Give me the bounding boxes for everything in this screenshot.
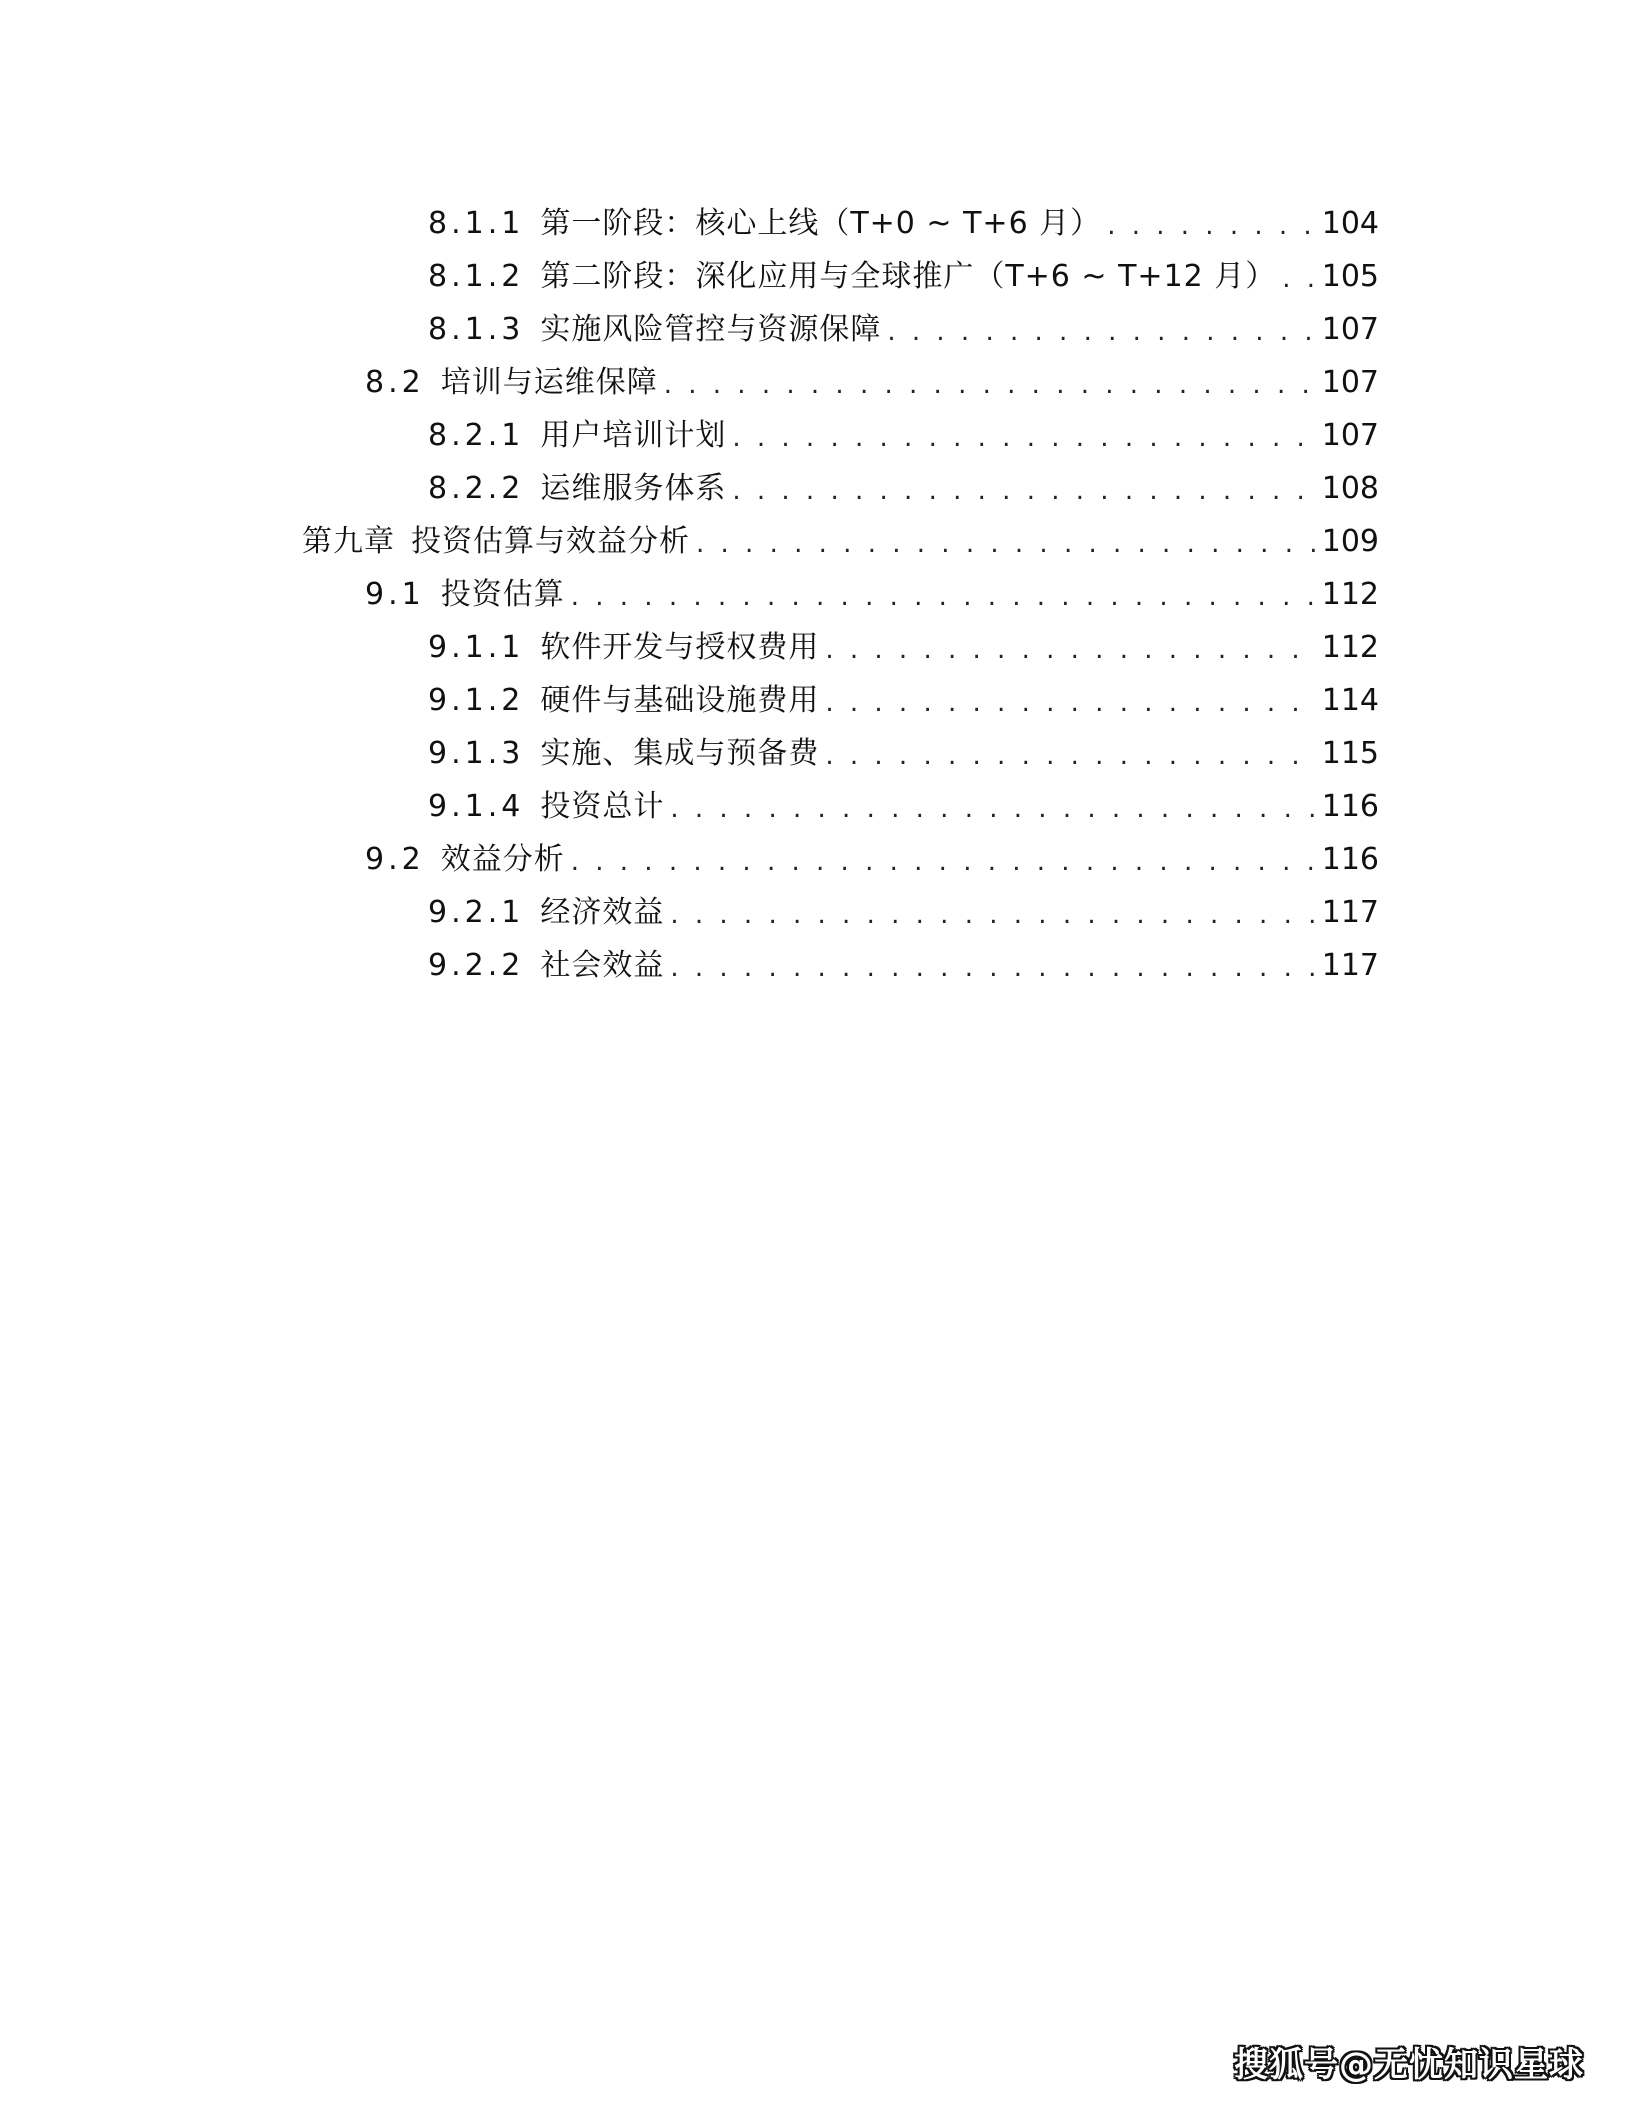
toc-entry-title: 用户培训计划 bbox=[540, 417, 727, 453]
toc-entry-number: 9.1 bbox=[365, 576, 425, 612]
toc-entry-title: 运维服务体系 bbox=[540, 470, 727, 506]
watermark: 搜狐号@无忧知识星球 bbox=[1234, 2045, 1584, 2085]
toc-entry-title: 社会效益 bbox=[540, 947, 665, 983]
toc-entry-page: 117 bbox=[1321, 947, 1379, 983]
toc-entry[interactable] bbox=[365, 833, 1379, 886]
toc-entry[interactable] bbox=[428, 780, 1379, 833]
dot-leader bbox=[571, 582, 1316, 612]
toc-entry-title: 实施、集成与预备费 bbox=[540, 735, 820, 771]
toc-entry-number: 8.2 bbox=[365, 364, 425, 400]
toc-entry-number: 9.1.4 bbox=[428, 788, 525, 824]
toc-entry-page: 107 bbox=[1321, 364, 1379, 400]
toc-entry-number: 9.1.1 bbox=[428, 629, 525, 665]
dot-leader bbox=[732, 423, 1315, 453]
toc-entry-title: 投资估算与效益分析 bbox=[411, 523, 690, 559]
toc-entry-page: 115 bbox=[1321, 735, 1379, 771]
dot-leader bbox=[670, 953, 1315, 983]
toc-entry-title: 经济效益 bbox=[540, 894, 665, 930]
toc-entry-number: 8.1.1 bbox=[428, 205, 525, 241]
toc-entry-title: 硬件与基础设施费用 bbox=[540, 682, 820, 718]
toc-entry-title: 软件开发与授权费用 bbox=[540, 629, 820, 665]
dot-leader bbox=[696, 529, 1316, 559]
toc-entry-page: 105 bbox=[1321, 258, 1379, 294]
toc-entry-page: 112 bbox=[1321, 576, 1379, 612]
toc-entry[interactable] bbox=[428, 250, 1379, 303]
toc-entry[interactable] bbox=[428, 674, 1379, 727]
toc-entry-number: 9.2.1 bbox=[428, 894, 525, 930]
toc-entry-title: 第二阶段：深化应用与全球推广（T+6 ~ T+12 月） bbox=[540, 258, 1277, 294]
toc-entry-page: 116 bbox=[1321, 788, 1379, 824]
toc-entry-page: 107 bbox=[1321, 311, 1379, 347]
dot-leader bbox=[825, 688, 1315, 718]
dot-leader bbox=[732, 476, 1315, 506]
toc-entry-page: 107 bbox=[1321, 417, 1379, 453]
toc-entry[interactable] bbox=[428, 303, 1379, 356]
toc-entry-number: 9.2 bbox=[365, 841, 425, 877]
dot-leader bbox=[670, 900, 1315, 930]
toc-entry[interactable] bbox=[302, 515, 1379, 568]
toc-entry-number: 9.2.2 bbox=[428, 947, 525, 983]
toc-entry-number: 9.1.2 bbox=[428, 682, 525, 718]
toc-entry-page: 104 bbox=[1321, 205, 1379, 241]
toc-entry-number: 9.1.3 bbox=[428, 735, 525, 771]
dot-leader bbox=[670, 794, 1315, 824]
toc-entry-title: 实施风险管控与资源保障 bbox=[540, 311, 882, 347]
toc-entry-title: 第一阶段：核心上线（T+0 ~ T+6 月） bbox=[540, 205, 1102, 241]
toc-entry[interactable] bbox=[365, 356, 1379, 409]
toc-entry-number: 8.2.2 bbox=[428, 470, 525, 506]
toc-entry-number: 8.1.3 bbox=[428, 311, 525, 347]
toc-entry-page: 116 bbox=[1321, 841, 1379, 877]
toc-entry-number: 第九章 bbox=[302, 523, 395, 559]
toc-entry[interactable] bbox=[428, 197, 1379, 250]
toc-entry-page: 109 bbox=[1321, 523, 1379, 559]
toc-entry-title: 投资估算 bbox=[440, 576, 565, 612]
toc-entry[interactable] bbox=[428, 886, 1379, 939]
toc-entry-page: 114 bbox=[1321, 682, 1379, 718]
toc-entry-number: 8.2.1 bbox=[428, 417, 525, 453]
dot-leader bbox=[1282, 264, 1315, 294]
toc-entry[interactable] bbox=[428, 462, 1379, 515]
dot-leader bbox=[571, 847, 1316, 877]
toc-entry[interactable] bbox=[428, 939, 1379, 992]
dot-leader bbox=[887, 317, 1315, 347]
toc-entry-page: 117 bbox=[1321, 894, 1379, 930]
toc-entry-number: 8.1.2 bbox=[428, 258, 525, 294]
toc-entry-page: 108 bbox=[1321, 470, 1379, 506]
toc-entry[interactable] bbox=[428, 621, 1379, 674]
dot-leader bbox=[825, 635, 1315, 665]
toc-entry[interactable] bbox=[428, 409, 1379, 462]
toc-entry[interactable] bbox=[428, 727, 1379, 780]
dot-leader bbox=[825, 741, 1315, 771]
toc-entry-page: 112 bbox=[1321, 629, 1379, 665]
toc-entry[interactable] bbox=[365, 568, 1379, 621]
toc-entry-title: 投资总计 bbox=[540, 788, 665, 824]
dot-leader bbox=[664, 370, 1316, 400]
dot-leader bbox=[1107, 211, 1316, 241]
toc-entry-title: 效益分析 bbox=[440, 841, 565, 877]
toc-entry-title: 培训与运维保障 bbox=[440, 364, 658, 400]
